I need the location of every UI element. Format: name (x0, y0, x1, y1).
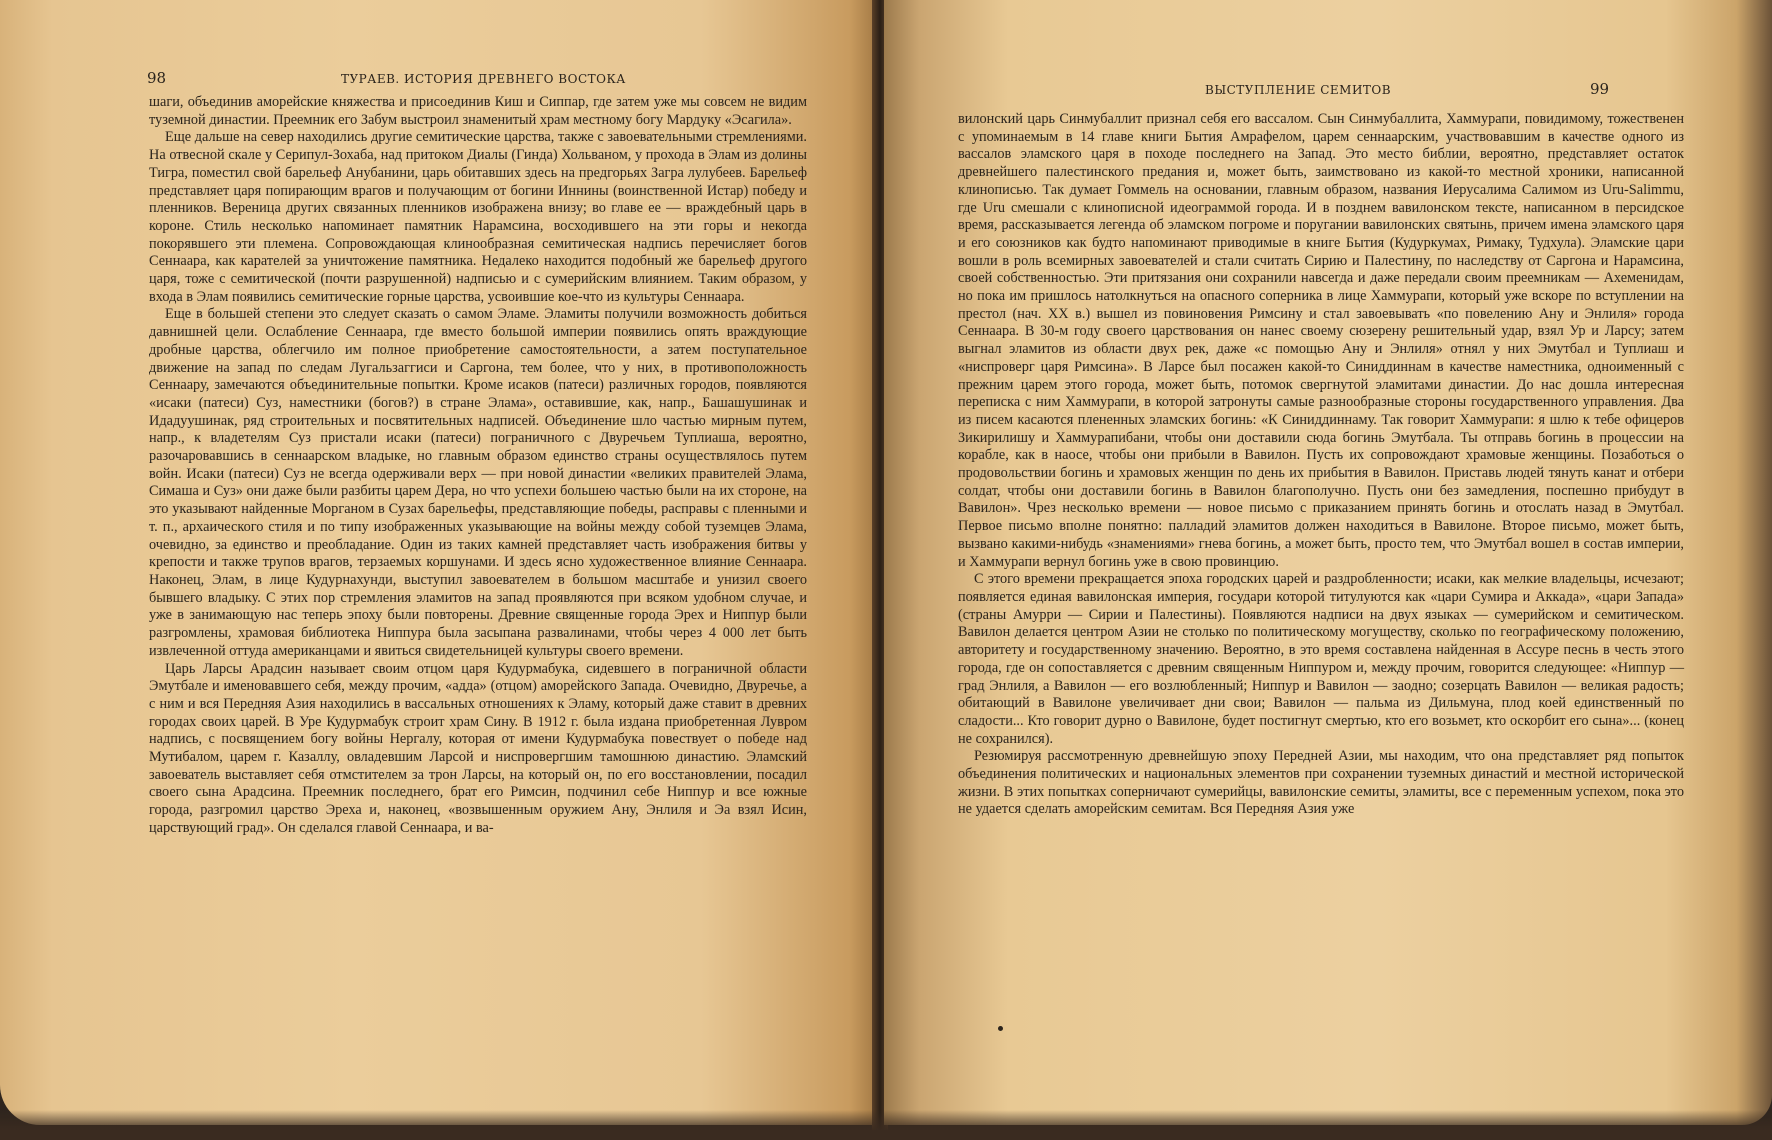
right-page (884, 0, 1772, 1125)
paragraph: вилонский царь Синмубаллит признал себя его вассалом. Сын Синмубаллита, Хаммурапи, повидимому, тожественен с упоминаемым в 14 главе книги Бытия Амрафелом, царем сеннаарским, участвовавшим в качестве одного из вассалов эламского царя в походе последнего на Запад. Это место библии, вероятно, представляет остаток древнейшего палестинского предания и, может быть, заимствовано из какой-то местной хроники, написанной клинописью. Так думает Гоммель на основании, главным образом, названия Иерусалима Салимом из Uru-Salimmu, где Uru смешали с клинописной идеограммой города. И в позднем вавилонском тексте, написанном в персидское время, рассказывается легенда об эламском погроме и поругании вавилонских святынь, причем имена эламского царя и его союзников как будто напоминают приводимые в книге Бытия (Кудуркумах, Римаку, Тудхула). Эламские цари вошли в роль всемирных завоевателей и стали считать Сирию и Палестину, по наследству от Саргона и Нарамсина, своей собственностью. Эти притязания они сохранили навсегда и даже передали своим преемникам — Ахеменидам, но пока им пришлось натолкнуться на опасного соперника в лице Хаммурапи, который уже вскоре по вступлении на престол (нач. XX в.) вышел из повиновения Римсину и стал завоевывать «по повелению Ану и Энлиля» города Сеннаара. В 30-м году своего царствования он нанес своему сюзерену решительный удар, взял Ур и Ларсу; затем выгнал эламитов из области двух рек, даже «с помощью Ану и Энлиля» отнял у них Эмутбал и Туплиаш и «ниспроверг царя Римсина». В Ларсе был посажен какой-то Синиддиннам в качестве наместника, одноименный с прежним царем этого города, может быть, потомок свергнутой эламитами династии. До нас дошла интересная переписка с ним Хаммурапи, в которой затронуты самые разнообразные стороны государственного управления. Два из писем касаются плененных эламских богинь: «К Синиддиннаму. Так говорит Хаммурапи: я шлю к тебе офицеров Зикирилишу и Хаммурапибани, чтобы они доставили сюда богинь Эмутбала. Ты отправь богинь в процессии на корабле, как в наосе, чтобы они прибыли в Вавилон. Пусть их сопровождают храмовые женщины. Позаботься о продовольствии богинь и храмовых женщин по день их прибытия в Вавилон. Приставь людей тянуть канат и отбери солдат, чтобы они доставили богинь в Вавилон благополучно. Пусть они без замедления, поспешно прибудут в Вавилон». Чрез несколько времени — новое письмо с приказанием принять богинь и отослать назад в Эмутбал. Первое письмо вполне понятно: палладий эламитов должен находиться в Вавилоне. Второе письмо, может быть, вызвано какими-нибудь «знамениями» гнева богинь, а может быть, просто тем, что Эмутбал вошел в состав империи, и Хаммурапи вернул богинь уже в свою провинцию. (958, 111, 1684, 570)
paragraph: Царь Ларсы Арадсин называет своим отцом царя Кудурмабука, сидевшего в пограничной области Эмутбале и именовавшего себя, между прочим, «адда» (отцом) аморейского Запада. Очевидно, Двуречье, а с ним и вся Передняя Азия находились в вассальных отношениях к Эламу, который даже ставит в древних городах своих царей. В Уре Кудурмабук строит храм Сину. В 1912 г. была издана приобретенная Лувром надпись, с посвящением богу войны Нергалу, которая от имени Кудурмабука повествует о победе над Мутибалом, царем г. Казаллу, овладевшим Ларсой и ниспровергшим тамошнюю династию. Эламский завоеватель выставляет себя отмстителем за трон Ларсы, на который он, по его восстановлении, посадил своего сына Арадсина. Преемник последнего, брат его Римсин, подчинил себе Ниппур и все южные города, разгромил царство Эреха и, наконец, «возвышенным оружием Ану, Энлиля и Эа взял Исин, царствующий град». Он сделался главой Сеннаара, и ва- (149, 660, 807, 836)
paragraph: Еще дальше на север находились другие семитические царства, также с завоевательными стремлениями. На отвесной скале у Серипул-Зохаба, над притоком Диалы (Гинда) Хольваном, у прохода в Элам из долины Тигра, поместил свой барельеф Анубанини, царь обитавших здесь на предгорьях Загра лулубеев. Барельеф представляет царя попирающим врагов и получающим от богини Иннины (воинственной Истар) победу и пленников. Вереница других связанных пленников изображена внизу; во главе ее — враждебный царь в короне. Стиль несколько напоминает памятник Нарамсина, восходившего на эти горы и некогда покорявшего эти племена. Сопровождающая клинообразная семитическая надпись перечисляет богов Сеннаара, как карателей за уничтожение памятника. Недалеко находится подобный же барельеф другого царя, тоже с семитической (почти разрушенной) надписью и с сумерийским влиянием. Таким образом, у входа в Элам появились семитические горные царства, усвоившие кое-что из культуры Сеннаара. (149, 129, 807, 305)
paragraph: шаги, объединив аморейские княжества и присоединив Киш и Сиппар, где затем уже мы совсем не видим туземной династии. Преемник его Забум выстроил знаменитый храм местному богу Мардуку «Эсагила». (149, 94, 807, 128)
paragraph: Еще в большей степени это следует сказать о самом Эламе. Эламиты получили возможность добиться давнишней цели. Ослабление Сеннаара, где вместо большой империи появились опять враждующие дробные царства, облегчило им полное приобретение самостоятельности, а затем поступательное движение на запад по следам Лугальзаггиси и Саргона, тем более, что у них, в противоположность Сеннаару, замечаются объединительные попытки. Кроме исаков (патеси) различных городов, появляются «исаки (патеси) Суз, наместники (богов?) в стране Элама», оставившие, как, напр., Башашушинак и Идадуушинак, ряд строительных и посвятительных надписей. Объединение шло частью мирным путем, напр., к владетелям Суз пристали исаки (патеси) пограничного с Двуречьем Туплиаша, вероятно, разочаровавшись в сеннаарском владыке, но главным образом единство страны осуществлялось путем войн. Исаки (патеси) Суз не всегда одерживали верх — при новой династии «великих правителей Элама, Симаша и Суз» они даже были разбиты царем Дера, но что успехи большею частью были на их стороне, на это указывают найденные Морганом в Сузах барельефы, представляющие победы, расправы с пленными и т. п., архаического стиля и по типу изображенных указывающие на войны между собой туземцев Элама, очевидно, за единство и преобладание. Один из таких камней представляет часть изображения битвы у крепости и также трупов врагов, терзаемых коршунами. И здесь ясно художественное влияние Сеннаара. Наконец, Элам, в лице Кудурнахунди, выступил завоевателем в большом масштабе и унизил своего бывшего владыку. С этих пор стремления эламитов на запад проявляются при всяком удобном случае, и уже в занимающую нас теперь эпоху были повторены. Древние священные города Эрех и Ниппур были разгромлены, храмовая библиотека Ниппура была засыпана развалинами, чтобы через 4 000 лет быть извлеченной оттуда американцами и явиться свидетельницей культуры своего времени. (149, 306, 807, 659)
page-body (958, 111, 1684, 819)
paragraph: С этого времени прекращается эпоха городских царей и раздробленности; исаки, как мелкие владельцы, исчезают; появляется единая вавилонская империя, государи которой титулуются как «цари Сумира и Аккада», «цари Запада» (страны Амурри — Сирии и Палестины). Появляются надписи на двух языках — сумерийском и семитическом. Вавилон делается центром Азии не столько по политическому могуществу, сколько по географическому положению, авторитету и государственному значению. Вероятно, в это время составлена найденная в Ассуре песнь в честь этого города, где он сопоставляется с древним священным Ниппуром и, между прочим, говорится следующее: «Ниппур — град Энлиля, а Вавилон — его возлюбленный; Ниппур и Вавилон — заодно; созерцать Вавилон — великая радость; обитающий в Вавилоне увеличивает дни свои; Вавилон — пальма из Дильмуна, плод коей единственный по сладости... Кто говорит дурно о Вавилоне, будет постигнут смертью, кто его возьмет, кто оскорбит его сына»... (конец не сохранился). (958, 571, 1684, 747)
left-page (0, 0, 876, 1125)
book-edge-shadow (0, 1110, 1772, 1140)
running-head: ТУРАЕВ. ИСТОРИЯ ДРЕВНЕГО ВОСТОКА (341, 72, 626, 86)
page-number: 99 (1590, 80, 1610, 98)
running-head: ВЫСТУПЛЕНИЕ СЕМИТОВ (1205, 83, 1392, 97)
ink-dot-mark (998, 1026, 1003, 1031)
page-number: 98 (147, 69, 167, 87)
page-body (149, 94, 807, 838)
paragraph: Резюмируя рассмотренную древнейшую эпоху Передней Азии, мы находим, что она представляет ряд попыток объединения политических и национальных элементов при сохранении туземных династий и местной исторической жизни. В этих попытках соперничают сумерийцы, вавилонские семиты, эламиты, все с переменным успехом, пока это не удается сделать аморейским семитам. Вся Передняя Азия уже (958, 748, 1684, 818)
